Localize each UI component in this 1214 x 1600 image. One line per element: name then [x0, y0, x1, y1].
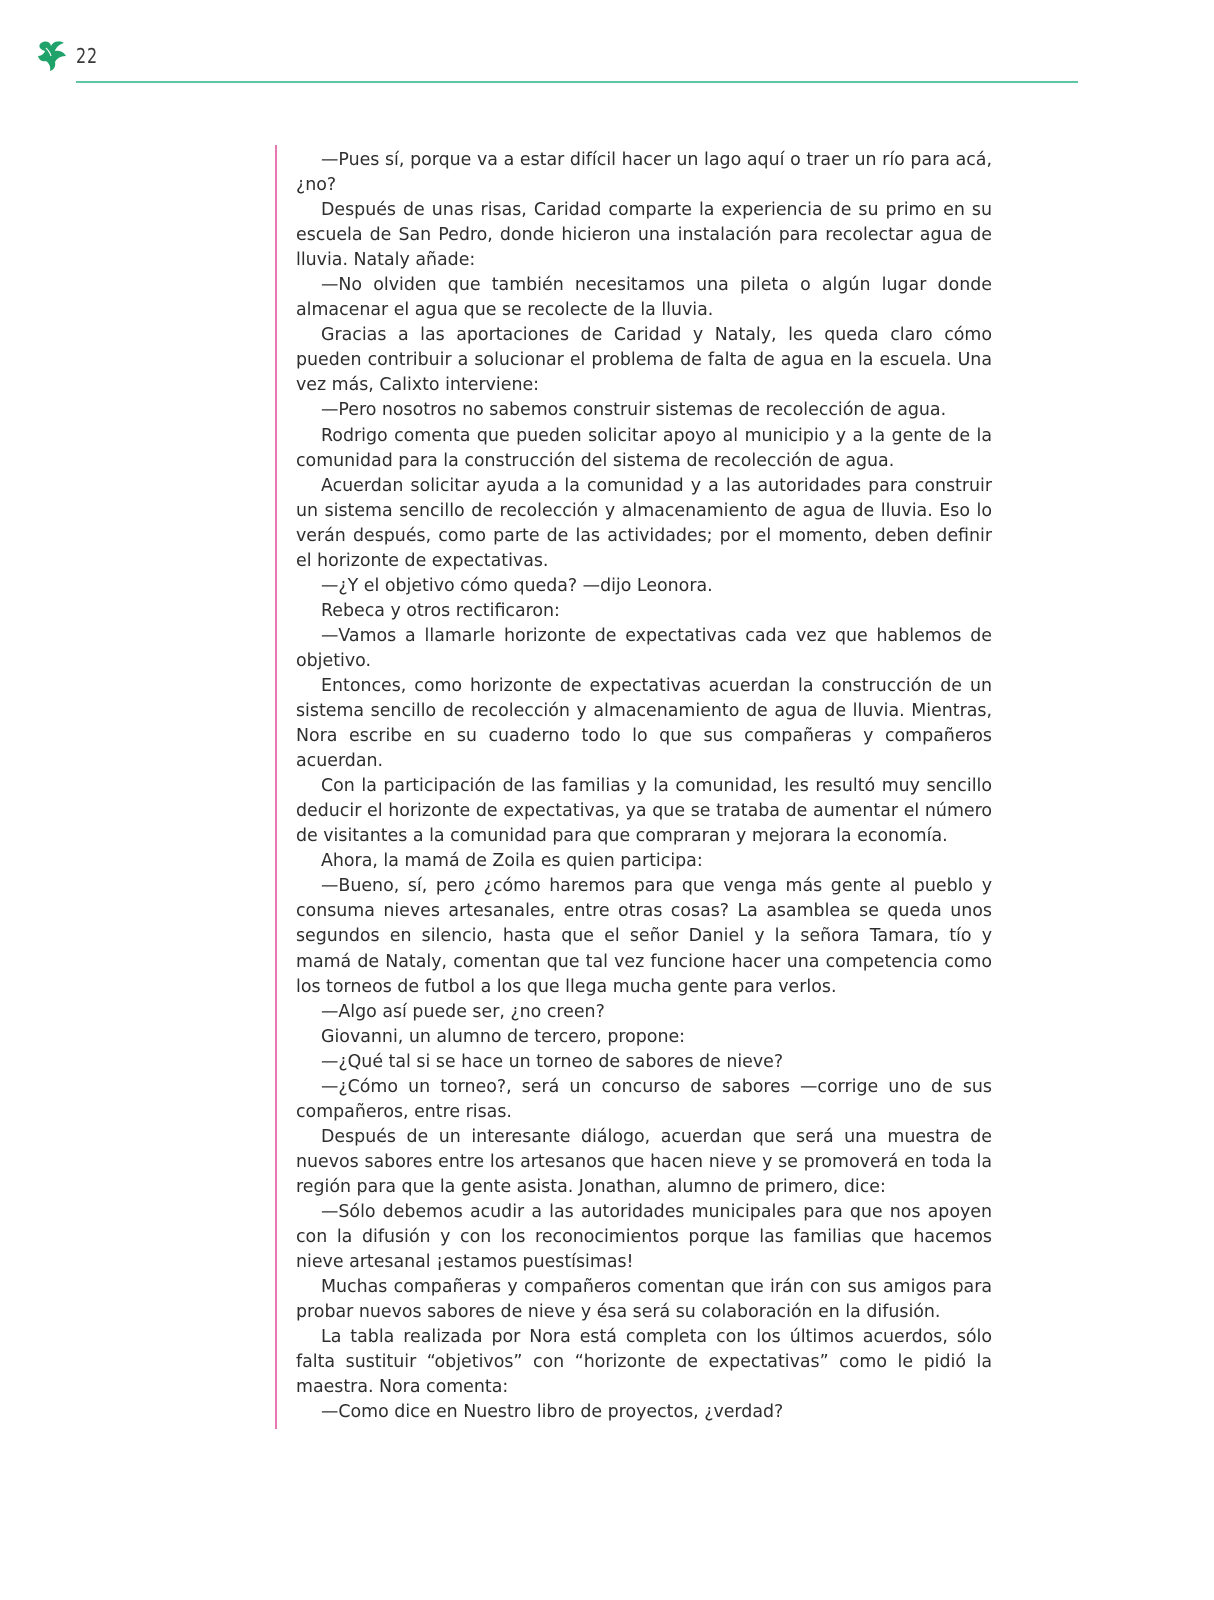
paragraph: Después de un interesante diálogo, acuerdan que será una muestra de nuevos sabores entre los artesanos que hacen nieve y se promoverá en toda la región para que la gente asista. Jonathan, alumno de primero, dice:: [296, 1126, 992, 1197]
paragraph: Giovanni, un alumno de tercero, propone:: [321, 1026, 686, 1047]
paragraph: —Bueno, sí, pero ¿cómo haremos para que venga más gente al pueblo y consuma nieves artesanales, entre otras cosas? La asamblea se queda unos segundos en silencio, hasta que el señor Daniel y la señora Tamara, tío y mamá de Nataly, comentan que tal vez funcione hacer una competencia como los torneos de futbol a los que llega mucha gente para verlos.: [296, 876, 992, 997]
paragraph: —Vamos a llamarle horizonte de expectativas cada vez que hablemos de objetivo.: [296, 625, 992, 671]
paragraph: Acuerdan solicitar ayuda a la comunidad y a las autoridades para construir un sistema sencillo de recolección y almacenamiento de agua de lluvia. Eso lo verán después, como parte de las actividades; por el momento, deben definir el horizonte de expectativas.: [296, 475, 992, 571]
paragraph: —¿Y el objetivo cómo queda? —dijo Leonora.: [321, 575, 713, 596]
paragraph: Con la participación de las familias y la comunidad, les resultó muy sencillo deducir el horizonte de expectativas, ya que se trataba de aumentar el número de visitantes a la comunidad para que compraran y mejorara la economía.: [296, 776, 992, 847]
paragraph: Muchas compañeras y compañeros comentan que irán con sus amigos para probar nuevos sabores de nieve y ésa será su colaboración en la difusión.: [296, 1277, 992, 1323]
paragraph: Entonces, como horizonte de expectativas acuerdan la construcción de un sistema sencillo de recolección y almacenamiento de agua de lluvia. Mientras, Nora escribe en su cuaderno todo lo que sus compañeras y compañeros acuerdan.: [296, 675, 992, 772]
page-header: [36, 36, 1076, 86]
paragraph: Ahora, la mamá de Zoila es quien participa:: [321, 851, 703, 872]
paragraph: —No olviden que también necesitamos una pileta o algún lugar donde almacenar el agua que se recolecte de la lluvia.: [296, 275, 992, 321]
paragraph: —¿Qué tal si se hace un torneo de sabores de nieve?: [321, 1051, 784, 1072]
paragraph: Después de unas risas, Caridad comparte la experiencia de su primo en su escuela de San Pedro, donde hicieron una instalación para recolectar agua de lluvia. Nataly añade:: [296, 200, 992, 271]
leaf-logo-icon: [36, 38, 68, 72]
paragraph: —Sólo debemos acudir a las autoridades municipales para que nos apoyen con la difusión y con los reconocimientos porque las familias que hacemos nieve artesanal ¡estamos puestísimas!: [296, 1201, 992, 1273]
paragraph: Rodrigo comenta que pueden solicitar apoyo al municipio y a la gente de la comunidad para la construcción del sistema de recolección de agua.: [296, 425, 992, 471]
paragraph: Rebeca y otros rectificaron:: [321, 600, 560, 621]
page-number: 22: [76, 44, 98, 68]
paragraph: —Como dice en Nuestro libro de proyectos, ¿verdad?: [321, 1402, 784, 1423]
paragraph: —Pero nosotros no sabemos construir sistemas de recolección de agua.: [321, 400, 947, 421]
paragraph: —¿Cómo un torneo?, será un concurso de sabores —corrige uno de sus compañeros, entre risas.: [296, 1076, 992, 1122]
paragraph: —Pues sí, porque va a estar difícil hacer un lago aquí o traer un río para acá, ¿no?: [296, 150, 992, 196]
paragraph: La tabla realizada por Nora está completa con los últimos acuerdos, sólo falta sustituir “objetivos” con “horizonte de expectativas” como le pidió la maestra. Nora comenta:: [296, 1327, 992, 1398]
body-text: [296, 148, 992, 1425]
margin-rule: [275, 145, 277, 1429]
paragraph: Gracias a las aportaciones de Caridad y Nataly, les queda claro cómo pueden contribuir a solucionar el problema de falta de agua en la escuela. Una vez más, Calixto interviene:: [296, 325, 992, 396]
paragraph: —Algo así puede ser, ¿no creen?: [321, 1001, 605, 1022]
header-divider: [76, 81, 1078, 83]
